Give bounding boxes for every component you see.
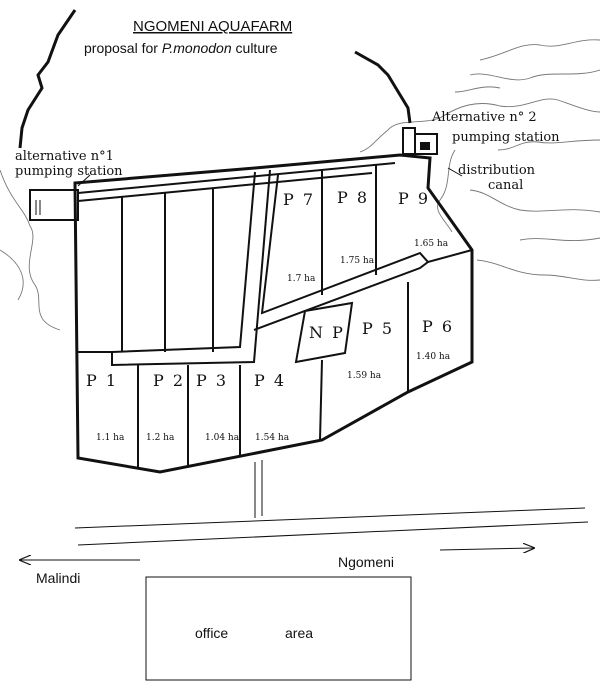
pond-p7-area: 1.7 ha xyxy=(287,274,316,284)
pond-p6-area: 1.40 ha xyxy=(416,352,451,362)
left-block-dividers xyxy=(122,189,213,352)
pond-p9-name: P 9 xyxy=(398,189,431,208)
arrow-right-icon xyxy=(440,548,534,550)
pumping-station-2 xyxy=(403,128,437,154)
pond-p7-name: P 7 xyxy=(283,190,316,209)
direction-malindi: Malindi xyxy=(36,570,81,586)
pond-p8-name: P 8 xyxy=(337,188,370,207)
pond-p6-name: P 6 xyxy=(422,317,455,336)
office-area-box xyxy=(146,577,411,680)
pond-p2-name: P 2 xyxy=(153,371,186,390)
pond-p2-area: 1.2 ha xyxy=(146,433,175,443)
pond-p4-area: 1.54 ha xyxy=(255,433,290,443)
pond-p5-name: P 5 xyxy=(362,319,395,338)
pond-p9-area: 1.65 ha xyxy=(414,239,449,249)
office-label-word1: office xyxy=(195,625,229,641)
canal-label-line1: distribution xyxy=(458,163,536,178)
pond-p4-name: P 4 xyxy=(254,371,287,390)
map-subtitle: proposal for P.monodon culture xyxy=(84,40,278,56)
alt2-label-line1: Alternative n° 2 xyxy=(432,110,537,125)
map-title: NGOMENI AQUAFARM xyxy=(133,18,293,35)
alt2-label-line2: pumping station xyxy=(452,130,560,145)
canal-label-line2: canal xyxy=(488,178,524,193)
middle-right-ponds xyxy=(296,282,408,440)
pond-p1-area: 1.1 ha xyxy=(96,433,125,443)
pond-p1-name: P 1 xyxy=(86,371,119,390)
pond-p3-area: 1.04 ha xyxy=(205,433,240,443)
pond-p8-area: 1.75 ha xyxy=(340,256,375,266)
pumping-station-1 xyxy=(30,190,78,220)
alt1-label-line1: alternative n°1 xyxy=(15,149,114,164)
alt1-label-line2: pumping station xyxy=(15,164,123,179)
pond-p3-name: P 3 xyxy=(196,371,229,390)
right-dike xyxy=(355,52,410,123)
direction-ngomeni: Ngomeni xyxy=(338,554,395,570)
access-road xyxy=(75,460,588,545)
pond-p5-area: 1.59 ha xyxy=(347,371,382,381)
left-dike xyxy=(20,10,75,148)
office-label-word2: area xyxy=(285,625,314,641)
pond-np-name: N P xyxy=(309,323,345,342)
